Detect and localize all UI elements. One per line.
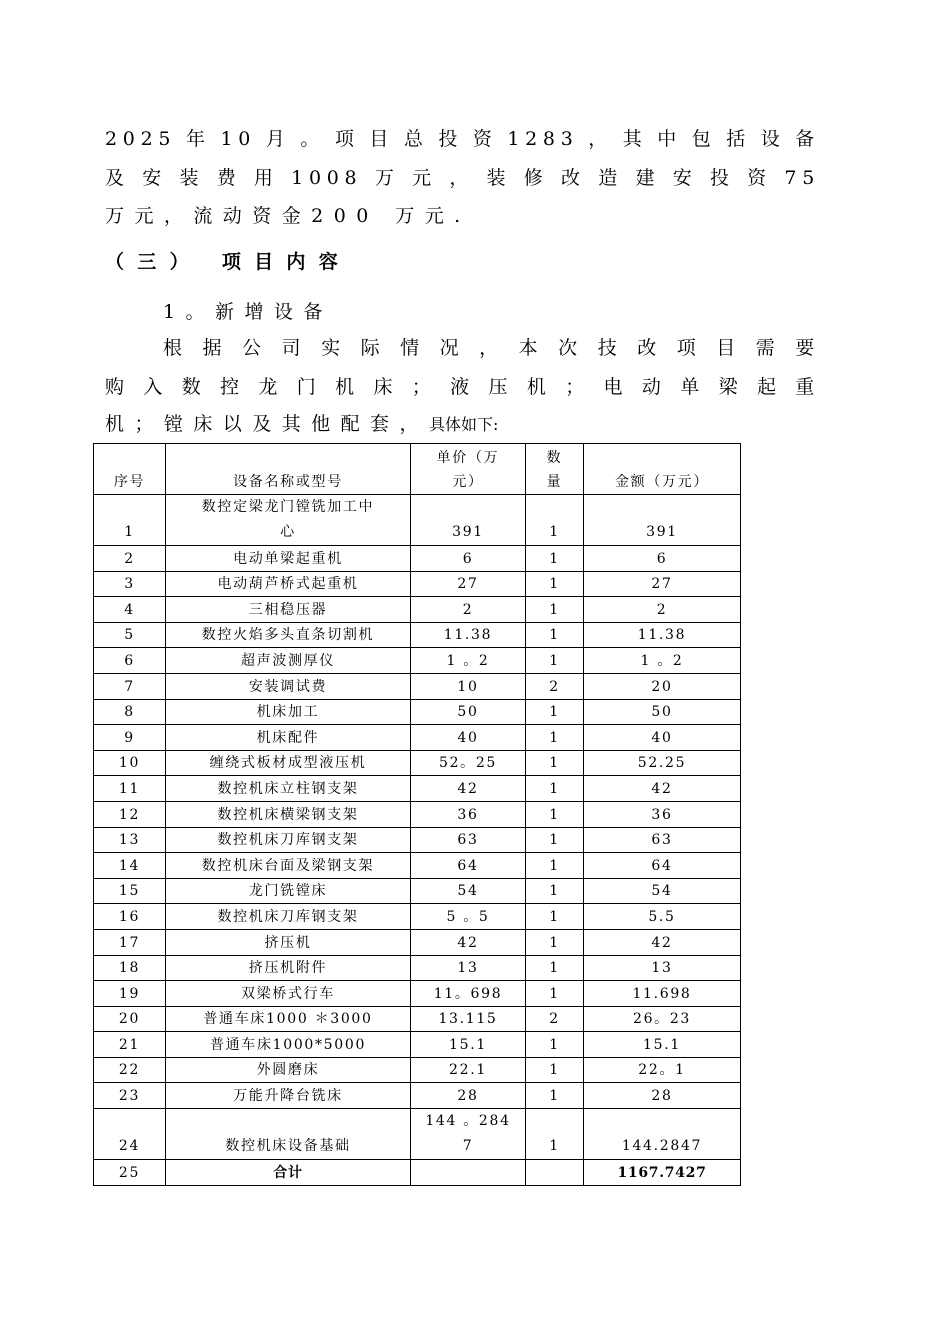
cell-seq: 18 (94, 955, 166, 981)
cell-amount: 42 (584, 776, 741, 802)
cell-amount: 2 (584, 597, 741, 623)
paragraph-line: 根据公司实际情况，本次技改项目需要 (163, 337, 820, 359)
cell-qty: 1 (526, 1057, 584, 1083)
equipment-table (93, 443, 741, 1186)
cell-seq: 6 (94, 648, 166, 674)
table-total-row (94, 1160, 741, 1186)
cell-qty: 1 (526, 1032, 584, 1058)
cell-seq: 24 (94, 1109, 166, 1160)
cell-seq: 1 (94, 495, 166, 546)
cell-amount: 15.1 (584, 1032, 741, 1058)
cell-name: 机床加工 (166, 699, 411, 725)
header-qty-line: 数 (546, 450, 563, 466)
cell-price: 64 (411, 853, 526, 879)
cell-name: 数控火焰多头直条切割机 (166, 622, 411, 648)
cell-name: 安装调试费 (166, 673, 411, 699)
cell-seq: 16 (94, 904, 166, 930)
cell-amount: 26。23 (584, 1006, 741, 1032)
cell-name: 普通车床1000*5000 (166, 1032, 411, 1058)
cell-amount: 54 (584, 878, 741, 904)
cell-name: 数控机床刀库钢支架 (166, 904, 411, 930)
cell-qty: 1 (526, 546, 584, 572)
cell-amount: 28 (584, 1083, 741, 1109)
cell-amount: 5.5 (584, 904, 741, 930)
cell-seq: 8 (94, 699, 166, 725)
total-label: 合计 (166, 1160, 411, 1186)
cell-price-line: 7 (462, 1138, 474, 1155)
cell-amount: 63 (584, 827, 741, 853)
cell-qty: 1 (526, 699, 584, 725)
header-seq: 序号 (94, 444, 166, 495)
table-row (94, 878, 741, 904)
cell-price: 11.38 (411, 622, 526, 648)
cell-amount: 13 (584, 955, 741, 981)
subheading: 1。新增设备 (163, 301, 333, 323)
cell-name: 外圆磨床 (166, 1057, 411, 1083)
table-body (94, 546, 741, 1109)
cell-qty: 1 (526, 878, 584, 904)
cell-name: 数控机床横梁钢支架 (166, 801, 411, 827)
cell-price-line: 144 。284 (425, 1113, 511, 1130)
cell-amount: 391 (584, 495, 741, 546)
cell-price: 13.115 (411, 1006, 526, 1032)
table-row (94, 904, 741, 930)
cell-price: 27 (411, 571, 526, 597)
table-row (94, 725, 741, 751)
header-amount: 金额（万元） (584, 444, 741, 495)
paragraph-line: 及安装费用1008万元，装修改造建安投资75 (105, 167, 820, 189)
cell-qty (526, 1160, 584, 1186)
cell-seq: 9 (94, 725, 166, 751)
paragraph-line: 购入数控龙门机床；液压机；电动单梁起重 (105, 376, 820, 398)
cell-name: 万能升降台铣床 (166, 1083, 411, 1109)
cell-name: 数控机床设备基础 (166, 1109, 411, 1160)
table-row (94, 673, 741, 699)
header-price-line: 单价（万 (436, 450, 500, 466)
cell-price: 13 (411, 955, 526, 981)
cell-seq: 20 (94, 1006, 166, 1032)
cell-qty: 2 (526, 673, 584, 699)
cell-name: 机床配件 (166, 725, 411, 751)
cell-qty: 1 (526, 495, 584, 546)
cell-price: 1 。2 (411, 648, 526, 674)
table-row (94, 981, 741, 1007)
cell-seq: 17 (94, 929, 166, 955)
cell-qty: 1 (526, 648, 584, 674)
cell-qty: 1 (526, 1109, 584, 1160)
cell-qty: 2 (526, 1006, 584, 1032)
cell-name: 缠绕式板材成型液压机 (166, 750, 411, 776)
total-amount: 1167.7427 (584, 1160, 741, 1186)
cell-price: 10 (411, 673, 526, 699)
cell-name-line: 数控定梁龙门镗铣加工中 (201, 499, 375, 515)
cell-amount: 27 (584, 571, 741, 597)
cell-qty: 1 (526, 622, 584, 648)
cell-price: 40 (411, 725, 526, 751)
table-row (94, 699, 741, 725)
table-row (94, 597, 741, 623)
table-row (94, 622, 741, 648)
paragraph-text: 机；镗床以及其他配套， (105, 413, 429, 435)
cell-amount: 11.698 (584, 981, 741, 1007)
cell-qty: 1 (526, 750, 584, 776)
cell-name: 超声波测厚仪 (166, 648, 411, 674)
cell-amount: 20 (584, 673, 741, 699)
cell-price: 54 (411, 878, 526, 904)
cell-amount: 11.38 (584, 622, 741, 648)
table-row (94, 955, 741, 981)
table-row (94, 1032, 741, 1058)
cell-qty: 1 (526, 827, 584, 853)
cell-qty: 1 (526, 725, 584, 751)
cell-price (411, 1109, 526, 1160)
table-row (94, 929, 741, 955)
cell-price: 11。698 (411, 981, 526, 1007)
cell-name: 数控机床立柱钢支架 (166, 776, 411, 802)
cell-seq: 12 (94, 801, 166, 827)
cell-amount: 64 (584, 853, 741, 879)
cell-price: 391 (411, 495, 526, 546)
cell-seq: 5 (94, 622, 166, 648)
paragraph-line: 万元，流动资金200 万元. (105, 205, 471, 227)
cell-seq: 15 (94, 878, 166, 904)
cell-price: 42 (411, 929, 526, 955)
cell-qty: 1 (526, 776, 584, 802)
cell-seq: 10 (94, 750, 166, 776)
cell-amount: 1 。2 (584, 648, 741, 674)
cell-name: 数控机床刀库钢支架 (166, 827, 411, 853)
header-name: 设备名称或型号 (166, 444, 411, 495)
cell-seq: 21 (94, 1032, 166, 1058)
cell-seq: 14 (94, 853, 166, 879)
table-header-row (94, 444, 741, 495)
cell-qty: 1 (526, 597, 584, 623)
table-row (94, 827, 741, 853)
cell-price: 6 (411, 546, 526, 572)
table-row (94, 546, 741, 572)
table-row (94, 648, 741, 674)
cell-qty: 1 (526, 571, 584, 597)
table-row (94, 750, 741, 776)
paragraph-line (105, 409, 820, 436)
cell-qty: 1 (526, 853, 584, 879)
cell-amount: 22。1 (584, 1057, 741, 1083)
cell-name: 数控机床台面及梁钢支架 (166, 853, 411, 879)
cell-qty: 1 (526, 904, 584, 930)
cell-seq: 23 (94, 1083, 166, 1109)
cell-amount: 42 (584, 929, 741, 955)
table-row (94, 801, 741, 827)
cell-seq: 11 (94, 776, 166, 802)
table-row (94, 1006, 741, 1032)
table-row (94, 1057, 741, 1083)
table-row (94, 495, 741, 546)
cell-price: 22.1 (411, 1057, 526, 1083)
cell-name: 电动单梁起重机 (166, 546, 411, 572)
cell-amount: 50 (584, 699, 741, 725)
table-row (94, 1083, 741, 1109)
cell-seq: 4 (94, 597, 166, 623)
paragraph-tail: 具体如下: (428, 415, 499, 434)
cell-name: 双梁桥式行车 (166, 981, 411, 1007)
table-row (94, 776, 741, 802)
cell-name: 电动葫芦桥式起重机 (166, 571, 411, 597)
cell-seq: 22 (94, 1057, 166, 1083)
table-row (94, 571, 741, 597)
cell-seq: 25 (94, 1160, 166, 1186)
cell-price: 5 。5 (411, 904, 526, 930)
cell-qty: 1 (526, 929, 584, 955)
header-qty (526, 444, 584, 495)
header-qty-line: 量 (546, 474, 563, 490)
cell-amount: 6 (584, 546, 741, 572)
cell-name: 三相稳压器 (166, 597, 411, 623)
section-heading: （三） 项目内容 (105, 251, 352, 273)
cell-name: 龙门铣镗床 (166, 878, 411, 904)
cell-price (411, 1160, 526, 1186)
cell-price: 28 (411, 1083, 526, 1109)
cell-seq: 2 (94, 546, 166, 572)
cell-qty: 1 (526, 955, 584, 981)
cell-price: 42 (411, 776, 526, 802)
cell-qty: 1 (526, 801, 584, 827)
cell-name-line: 心 (280, 524, 296, 540)
header-price (411, 444, 526, 495)
table-row (94, 1109, 741, 1160)
table-row (94, 853, 741, 879)
cell-price: 36 (411, 801, 526, 827)
cell-name: 挤压机附件 (166, 955, 411, 981)
paragraph-line: 2025年10月。项目总投资1283，其中包括设备 (105, 128, 820, 150)
cell-seq: 13 (94, 827, 166, 853)
header-price-line: 元） (452, 474, 484, 490)
cell-price: 50 (411, 699, 526, 725)
cell-amount: 36 (584, 801, 741, 827)
cell-amount: 40 (584, 725, 741, 751)
cell-amount: 52.25 (584, 750, 741, 776)
cell-name: 普通车床1000 ＊3000 (166, 1006, 411, 1032)
cell-qty: 1 (526, 1083, 584, 1109)
cell-price: 2 (411, 597, 526, 623)
cell-qty: 1 (526, 981, 584, 1007)
cell-price: 15.1 (411, 1032, 526, 1058)
cell-amount: 144.2847 (584, 1109, 741, 1160)
cell-seq: 19 (94, 981, 166, 1007)
cell-seq: 7 (94, 673, 166, 699)
cell-name (166, 495, 411, 546)
cell-seq: 3 (94, 571, 166, 597)
cell-price: 52。25 (411, 750, 526, 776)
cell-name: 挤压机 (166, 929, 411, 955)
cell-price: 63 (411, 827, 526, 853)
